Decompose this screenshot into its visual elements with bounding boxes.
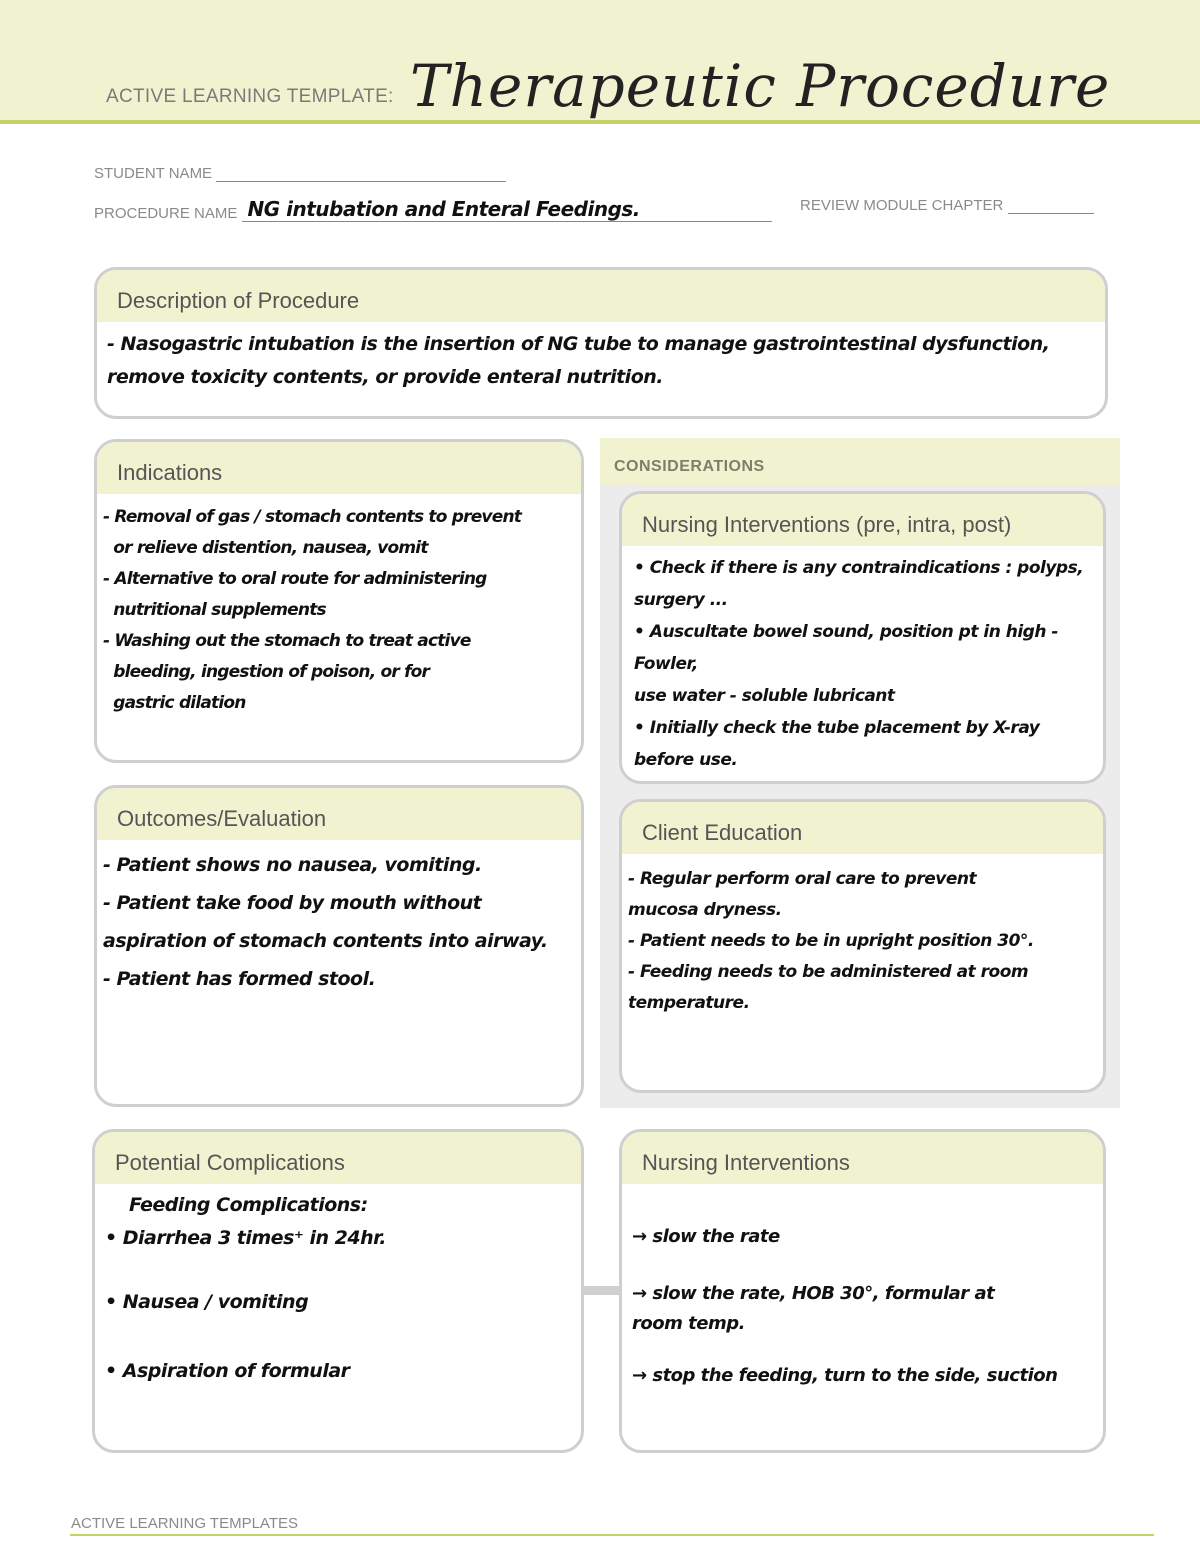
procedure-name-label: PROCEDURE NAME bbox=[94, 205, 238, 222]
complication-line: • Aspiration of formular bbox=[105, 1360, 350, 1382]
template-label: ACTIVE LEARNING TEMPLATE: bbox=[106, 86, 394, 107]
potential-complications-box bbox=[92, 1129, 584, 1453]
nursing-interventions-title: Nursing Interventions bbox=[622, 1132, 1103, 1184]
nursing-interventions-pre-box bbox=[619, 491, 1106, 784]
complications-title: Potential Complications bbox=[95, 1132, 581, 1184]
nursing-pre-line: • Auscultate bowel sound, position pt in high - Fowler, bbox=[634, 622, 1058, 674]
nursing-line: → slow the rate, HOB 30°, formular at bbox=[632, 1283, 995, 1304]
outcome-line: aspiration of stomach contents into airway. bbox=[103, 930, 548, 952]
indication-line: nutritional supplements bbox=[103, 600, 326, 620]
outcomes-title: Outcomes/Evaluation bbox=[97, 788, 581, 840]
footer-label: ACTIVE LEARNING TEMPLATES bbox=[71, 1515, 298, 1532]
review-module-label: REVIEW MODULE CHAPTER bbox=[800, 197, 1004, 214]
client-education-box bbox=[619, 799, 1106, 1093]
indication-line: - Alternative to oral route for administering bbox=[103, 569, 487, 589]
complication-line: Feeding Complications: bbox=[129, 1194, 368, 1216]
nursing-pre-line: • Check if there is any contraindications : polyps, bbox=[634, 558, 1084, 578]
connector-bar bbox=[583, 1286, 621, 1295]
page-title: Therapeutic Procedure bbox=[410, 52, 1111, 120]
client-education-line: - Patient needs to be in upright position 30°. bbox=[628, 931, 1034, 951]
outcomes-box bbox=[94, 785, 584, 1107]
nursing-line: → stop the feeding, turn to the side, suction bbox=[632, 1365, 1058, 1386]
footer-divider bbox=[70, 1534, 1154, 1536]
review-module-field[interactable] bbox=[800, 197, 1094, 214]
description-title: Description of Procedure bbox=[97, 270, 1105, 322]
client-education-line: - Regular perform oral care to prevent bbox=[628, 869, 977, 889]
procedure-name-value[interactable]: NG intubation and Enteral Feedings. bbox=[242, 197, 772, 222]
description-line: - Nasogastric intubation is the insertion of NG tube to manage gastrointestinal dysfunction, bbox=[107, 333, 1050, 355]
client-education-title: Client Education bbox=[622, 802, 1103, 854]
procedure-name-field[interactable] bbox=[94, 197, 772, 222]
client-education-line: temperature. bbox=[628, 993, 750, 1013]
indications-title: Indications bbox=[97, 442, 581, 494]
indication-line: - Washing out the stomach to treat active bbox=[103, 631, 471, 651]
nursing-line: room temp. bbox=[632, 1313, 745, 1334]
indications-box bbox=[94, 439, 584, 763]
indication-line: or relieve distention, nausea, vomit bbox=[103, 538, 428, 558]
nursing-pre-line: use water - soluble lubricant bbox=[634, 686, 895, 706]
considerations-title: CONSIDERATIONS bbox=[600, 438, 1120, 485]
indication-line: - Removal of gas / stomach contents to prevent bbox=[103, 507, 522, 527]
client-education-line: - Feeding needs to be administered at room bbox=[628, 962, 1029, 982]
outcome-line: - Patient take food by mouth without bbox=[103, 892, 482, 914]
outcome-line: - Patient has formed stool. bbox=[103, 968, 376, 990]
nursing-line: → slow the rate bbox=[632, 1226, 780, 1247]
client-education-line: mucosa dryness. bbox=[628, 900, 782, 920]
review-module-value[interactable] bbox=[1008, 198, 1094, 214]
outcome-line: - Patient shows no nausea, vomiting. bbox=[103, 854, 482, 876]
description-box bbox=[94, 267, 1108, 419]
nursing-pre-line: before use. bbox=[634, 750, 738, 770]
nursing-pre-line: surgery ... bbox=[634, 590, 728, 610]
complication-line: • Diarrhea 3 times⁺ in 24hr. bbox=[105, 1227, 387, 1249]
indication-line: gastric dilation bbox=[103, 693, 246, 713]
student-name-field[interactable] bbox=[94, 165, 506, 182]
complication-line: • Nausea / vomiting bbox=[105, 1291, 309, 1313]
nursing-interventions-box bbox=[619, 1129, 1106, 1453]
student-name-value[interactable] bbox=[216, 166, 506, 182]
indication-line: bleeding, ingestion of poison, or for bbox=[103, 662, 430, 682]
description-line: remove toxicity contents, or provide enteral nutrition. bbox=[107, 366, 663, 388]
nursing-interventions-pre-title: Nursing Interventions (pre, intra, post) bbox=[622, 494, 1103, 546]
nursing-pre-line: • Initially check the tube placement by X-ray bbox=[634, 718, 1040, 738]
student-name-label: STUDENT NAME bbox=[94, 165, 213, 182]
